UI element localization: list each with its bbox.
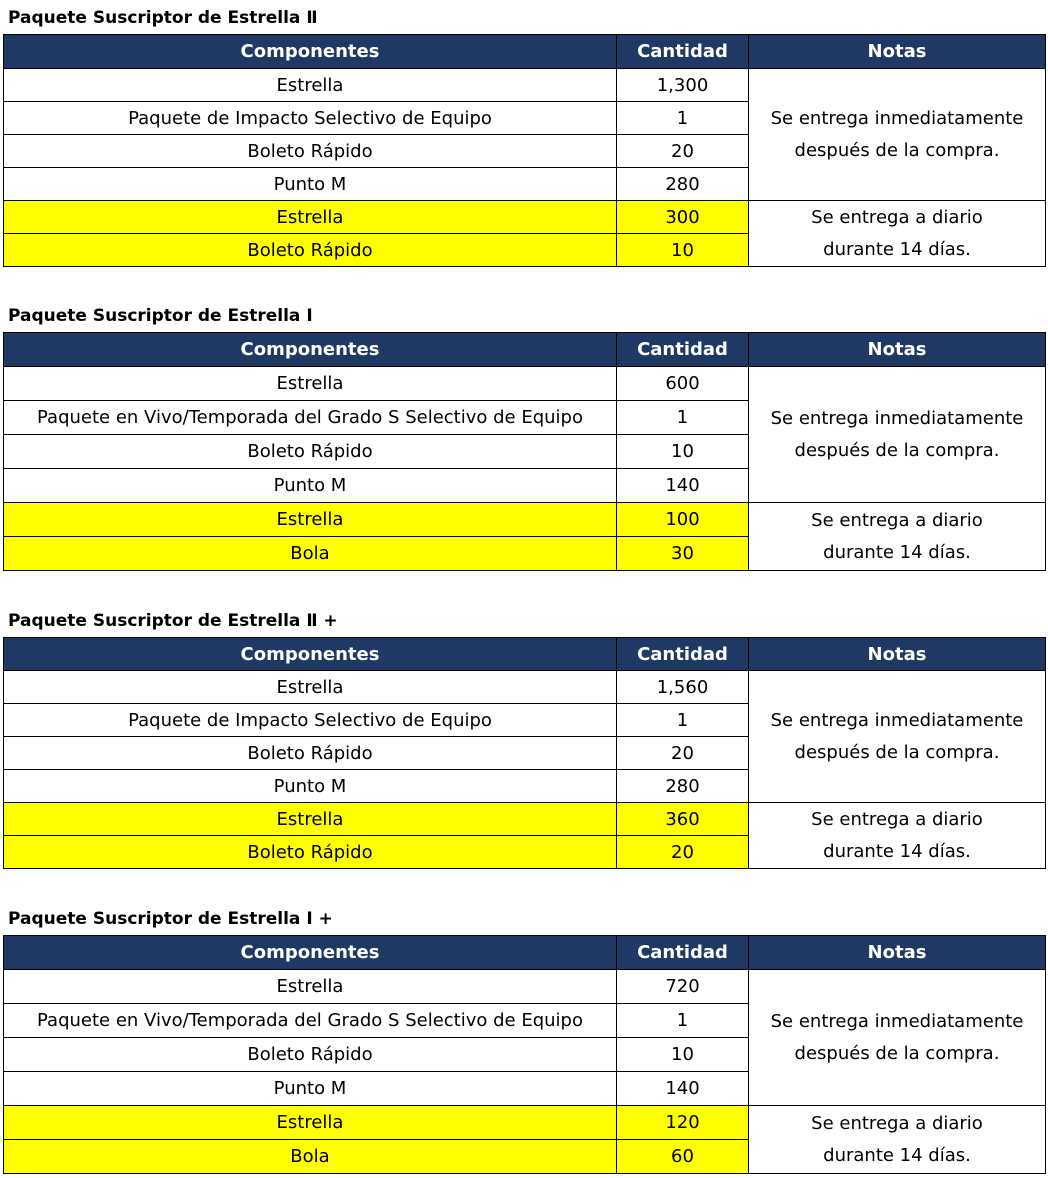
component-cell: Estrella — [4, 671, 617, 704]
quantity-cell: 20 — [617, 737, 749, 770]
note-line: Se entrega a diario — [811, 1112, 983, 1134]
table-row-highlighted — [4, 1106, 1046, 1140]
quantity-cell: 120 — [617, 1106, 749, 1140]
daily-note-cell — [749, 1106, 1046, 1174]
component-cell: Paquete de Impacto Selectivo de Equipo — [4, 704, 617, 737]
quantity-cell: 360 — [617, 803, 749, 836]
quantity-cell: 280 — [617, 168, 749, 201]
quantity-cell: 280 — [617, 770, 749, 803]
package-table — [3, 332, 1046, 571]
quantity-header: Cantidad — [617, 333, 749, 367]
quantity-cell: 1 — [617, 401, 749, 435]
table-row — [4, 671, 1046, 704]
component-cell: Boleto Rápido — [4, 836, 617, 869]
note-line: Se entrega a diario — [811, 509, 983, 531]
note-line: durante 14 días. — [823, 840, 971, 862]
quantity-cell: 10 — [617, 435, 749, 469]
quantity-cell: 60 — [617, 1140, 749, 1174]
immediate-note-cell — [749, 970, 1046, 1106]
package-title: Paquete Suscriptor de Estrella Ⅰ + — [8, 909, 333, 929]
component-cell: Paquete de Impacto Selectivo de Equipo — [4, 102, 617, 135]
quantity-cell: 20 — [617, 135, 749, 168]
quantity-cell: 600 — [617, 367, 749, 401]
component-cell: Bola — [4, 1140, 617, 1174]
quantity-header: Cantidad — [617, 936, 749, 970]
component-cell: Paquete en Vivo/Temporada del Grado S Selectivo de Equipo — [4, 1004, 617, 1038]
notes-header: Notas — [749, 936, 1046, 970]
component-cell: Punto M — [4, 1072, 617, 1106]
component-cell: Boleto Rápido — [4, 135, 617, 168]
header-row — [4, 638, 1046, 671]
table-row-highlighted — [4, 803, 1046, 836]
header-row — [4, 35, 1046, 69]
note-line: durante 14 días. — [823, 541, 971, 563]
table-row — [4, 367, 1046, 401]
quantity-cell: 20 — [617, 836, 749, 869]
component-cell: Boleto Rápido — [4, 435, 617, 469]
note-line: después de la compra. — [794, 139, 1000, 161]
note-line: después de la compra. — [794, 741, 1000, 763]
quantity-cell: 1 — [617, 102, 749, 135]
header-row — [4, 333, 1046, 367]
immediate-note-cell — [749, 69, 1046, 201]
daily-note-cell — [749, 201, 1046, 267]
note-line: después de la compra. — [794, 439, 1000, 461]
daily-note-cell — [749, 503, 1046, 571]
note-line: Se entrega inmediatamente — [770, 709, 1024, 731]
component-cell: Estrella — [4, 201, 617, 234]
component-cell: Punto M — [4, 770, 617, 803]
note-line: Se entrega inmediatamente — [770, 1010, 1024, 1032]
quantity-cell: 140 — [617, 1072, 749, 1106]
component-cell: Boleto Rápido — [4, 1038, 617, 1072]
component-cell: Estrella — [4, 970, 617, 1004]
table-row — [4, 970, 1046, 1004]
notes-header: Notas — [749, 35, 1046, 69]
package-title: Paquete Suscriptor de Estrella Ⅰ — [8, 306, 313, 326]
package-title: Paquete Suscriptor de Estrella Ⅱ + — [8, 611, 338, 631]
component-cell: Punto M — [4, 168, 617, 201]
immediate-note-cell — [749, 367, 1046, 503]
component-cell: Punto M — [4, 469, 617, 503]
quantity-cell: 300 — [617, 201, 749, 234]
table-row-highlighted — [4, 201, 1046, 234]
note-line: Se entrega a diario — [811, 206, 983, 228]
notes-header: Notas — [749, 333, 1046, 367]
components-header: Componentes — [4, 936, 617, 970]
quantity-cell: 1,560 — [617, 671, 749, 704]
header-row — [4, 936, 1046, 970]
quantity-cell: 10 — [617, 234, 749, 267]
components-header: Componentes — [4, 333, 617, 367]
component-cell: Estrella — [4, 803, 617, 836]
quantity-header: Cantidad — [617, 35, 749, 69]
daily-note-cell — [749, 803, 1046, 869]
note-line: durante 14 días. — [823, 1144, 971, 1166]
package-table — [3, 34, 1046, 267]
quantity-cell: 1 — [617, 704, 749, 737]
component-cell: Estrella — [4, 503, 617, 537]
table-row-highlighted — [4, 503, 1046, 537]
note-line: durante 14 días. — [823, 238, 971, 260]
component-cell: Estrella — [4, 1106, 617, 1140]
quantity-cell: 140 — [617, 469, 749, 503]
note-line: Se entrega inmediatamente — [770, 407, 1024, 429]
quantity-header: Cantidad — [617, 638, 749, 671]
component-cell: Boleto Rápido — [4, 737, 617, 770]
components-header: Componentes — [4, 35, 617, 69]
quantity-cell: 100 — [617, 503, 749, 537]
note-line: después de la compra. — [794, 1042, 1000, 1064]
package-title: Paquete Suscriptor de Estrella Ⅱ — [8, 8, 318, 28]
quantity-cell: 30 — [617, 537, 749, 571]
quantity-cell: 1,300 — [617, 69, 749, 102]
quantity-cell: 720 — [617, 970, 749, 1004]
component-cell: Estrella — [4, 69, 617, 102]
quantity-cell: 10 — [617, 1038, 749, 1072]
component-cell: Paquete en Vivo/Temporada del Grado S Selectivo de Equipo — [4, 401, 617, 435]
note-line: Se entrega inmediatamente — [770, 107, 1024, 129]
notes-header: Notas — [749, 638, 1046, 671]
components-header: Componentes — [4, 638, 617, 671]
immediate-note-cell — [749, 671, 1046, 803]
quantity-cell: 1 — [617, 1004, 749, 1038]
package-table — [3, 637, 1046, 869]
package-table — [3, 935, 1046, 1174]
component-cell: Estrella — [4, 367, 617, 401]
note-line: Se entrega a diario — [811, 808, 983, 830]
component-cell: Boleto Rápido — [4, 234, 617, 267]
component-cell: Bola — [4, 537, 617, 571]
table-row — [4, 69, 1046, 102]
